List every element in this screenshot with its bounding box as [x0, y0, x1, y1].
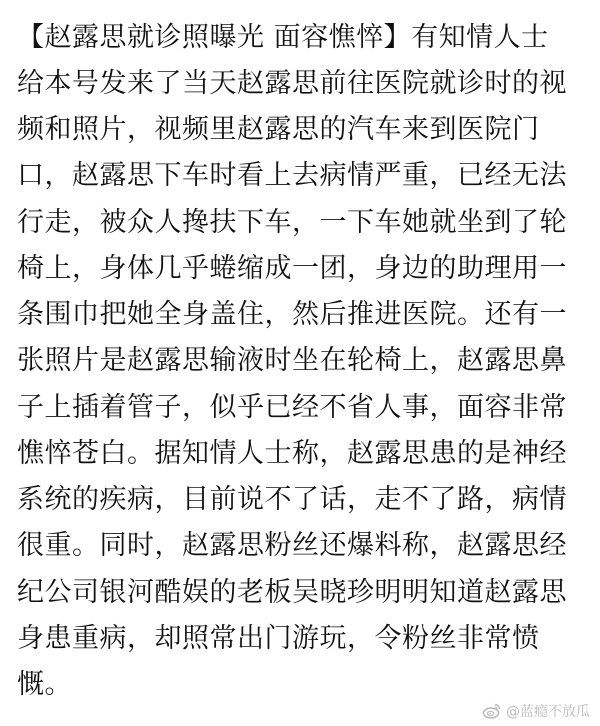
text-line: 憔悴苍白。据知情人士称，赵露思患的是神经 — [17, 438, 567, 469]
text-line: 【赵露思就诊照曝光 面容憔悴】有知情人士 — [17, 22, 549, 53]
text-line: 张照片是赵露思输液时坐在轮椅上，赵露思鼻 — [17, 345, 567, 376]
text-line: 频和照片，视频里赵露思的汽车来到医院门 — [17, 114, 540, 145]
text-line: 系统的疾病，目前说不了话，走不了路，病情 — [17, 484, 567, 515]
watermark-text: @蓝瘾不放瓜 — [506, 704, 590, 720]
text-line: 条围巾把她全身盖住，然后推进医院。还有一 — [17, 299, 567, 330]
text-line: 口，赵露思下车时看上去病情严重，已经无法 — [17, 160, 567, 191]
text-line: 椅上，身体几乎蜷缩成一团，身边的助理用一 — [17, 253, 567, 284]
text-line: 很重。同时，赵露思粉丝还爆料称，赵露思经 — [17, 530, 567, 561]
watermark — [482, 700, 590, 722]
text-line: 身患重病，却照常出门游玩，令粉丝非常愤 — [17, 623, 540, 654]
text-line: 行走，被众人搀扶下车，一下车她就坐到了轮 — [17, 207, 567, 238]
text-line: 给本号发来了当天赵露思前往医院就诊时的视 — [17, 68, 567, 99]
text-line: 慨。 — [17, 669, 72, 700]
weibo-logo-icon — [482, 701, 502, 721]
text-line: 子上插着管子，似乎已经不省人事，面容非常 — [17, 392, 567, 423]
text-line: 纪公司银河酷娱的老板吴晓珍明明知道赵露思 — [17, 577, 567, 608]
